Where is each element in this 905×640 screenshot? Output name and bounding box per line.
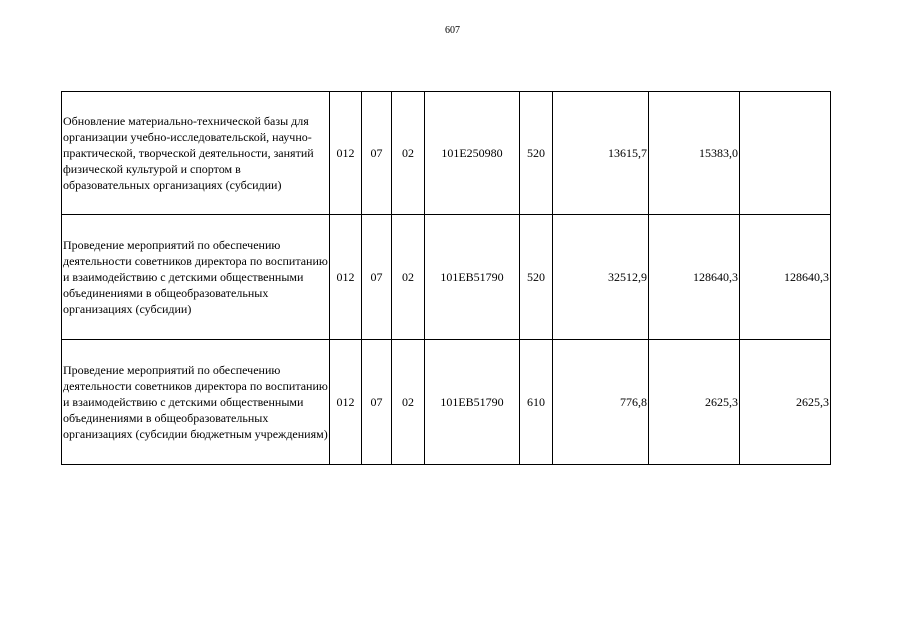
amount-3: 128640,3 xyxy=(740,215,831,340)
target-article-code: 101Е250980 xyxy=(425,92,520,215)
section-code: 07 xyxy=(362,92,392,215)
expense-type-code: 610 xyxy=(520,340,553,465)
target-article-code: 101ЕВ51790 xyxy=(425,340,520,465)
amount-2: 128640,3 xyxy=(649,215,740,340)
subsection-code: 02 xyxy=(392,340,425,465)
ministry-code: 012 xyxy=(330,215,362,340)
table-row xyxy=(62,215,831,340)
amount-1: 32512,9 xyxy=(553,215,649,340)
section-code: 07 xyxy=(362,340,392,465)
ministry-code: 012 xyxy=(330,92,362,215)
subsection-code: 02 xyxy=(392,215,425,340)
table-row xyxy=(62,340,831,465)
page-number: 607 xyxy=(445,25,460,36)
expense-type-code: 520 xyxy=(520,215,553,340)
amount-1: 776,8 xyxy=(553,340,649,465)
amount-3 xyxy=(740,92,831,215)
row-description: Проведение мероприятий по обеспечению деятельности советников директора по воспитанию и взаимодействию с детскими общественными объединениями в общеобразовательных организациях (субсидии) xyxy=(62,215,330,340)
amount-2: 15383,0 xyxy=(649,92,740,215)
subsection-code: 02 xyxy=(392,92,425,215)
budget-table xyxy=(61,91,831,465)
row-description: Обновление материально-технической базы для организации учебно-исследовательской, научно-практической, творческой деятельности, занятий физической культурой и спортом в образовательных организациях (субсидии) xyxy=(62,92,330,215)
section-code: 07 xyxy=(362,215,392,340)
table-row xyxy=(62,92,831,215)
amount-2: 2625,3 xyxy=(649,340,740,465)
row-description: Проведение мероприятий по обеспечению деятельности советников директора по воспитанию и взаимодействию с детскими общественными объединениями в общеобразовательных организациях (субсидии бюджетным учреждениям) xyxy=(62,340,330,465)
target-article-code: 101ЕВ51790 xyxy=(425,215,520,340)
amount-3: 2625,3 xyxy=(740,340,831,465)
amount-1: 13615,7 xyxy=(553,92,649,215)
ministry-code: 012 xyxy=(330,340,362,465)
expense-type-code: 520 xyxy=(520,92,553,215)
